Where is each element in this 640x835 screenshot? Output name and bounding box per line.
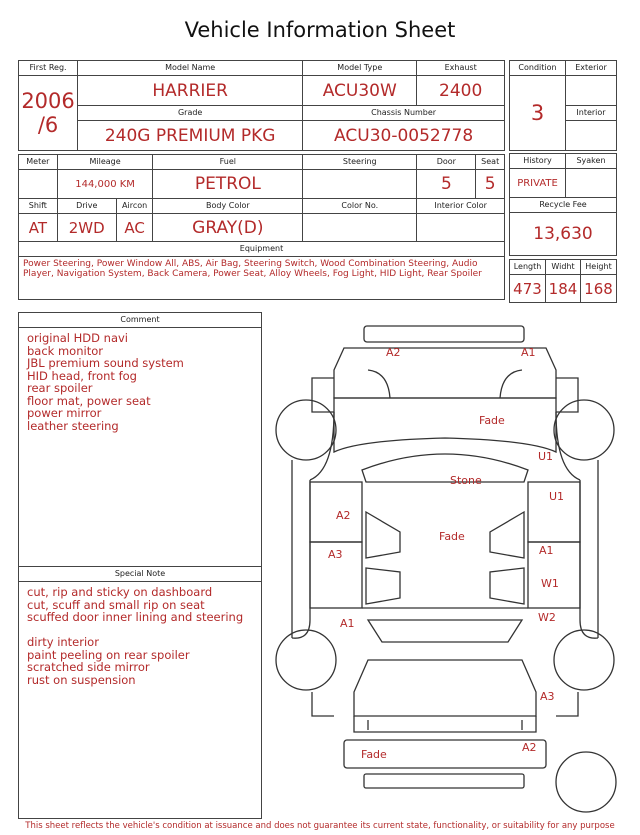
damage-mark-front-right: A1 xyxy=(521,346,536,359)
special-note-label: Special Note xyxy=(19,567,261,582)
model-type-label: Model Type xyxy=(303,61,417,76)
front-right-wheel xyxy=(554,400,614,460)
seat-value: 5 xyxy=(476,170,505,199)
recycle-fee-label: Recycle Fee xyxy=(510,198,617,213)
steering-label: Steering xyxy=(303,155,417,170)
history-value: PRIVATE xyxy=(510,169,566,198)
door-label: Door xyxy=(417,155,476,170)
door-value: 5 xyxy=(417,170,476,199)
body-color-label: Body Color xyxy=(153,199,303,214)
damage-mark-right-rear-door-lower: W1 xyxy=(541,577,559,590)
aircon-value: AC xyxy=(116,214,153,242)
special-note-item: cut, rip and sticky on dashboard xyxy=(27,585,213,599)
meter-value xyxy=(19,170,58,199)
comment-item: power mirror xyxy=(27,406,102,420)
height-value: 168 xyxy=(581,275,617,303)
condition-label: Condition xyxy=(510,61,566,76)
special-note-item: paint peeling on rear spoiler xyxy=(27,647,190,662)
damage-mark-roof-front: Stone xyxy=(450,474,482,487)
damage-mark-rear-bumper: Fade xyxy=(361,748,387,761)
special-note-item: scratched side mirror xyxy=(27,660,150,674)
interior-label: Interior xyxy=(566,106,617,121)
history-table xyxy=(509,153,617,256)
aircon-label: Aircon xyxy=(116,199,153,214)
windshield-shape xyxy=(362,454,528,482)
special-note-box xyxy=(18,566,262,819)
first-reg-month: /6 xyxy=(37,113,59,137)
comment-item: JBL premium sound system xyxy=(27,356,184,370)
vehicle-info-table xyxy=(18,60,505,300)
car-damage-diagram xyxy=(270,320,620,835)
model-name-label: Model Name xyxy=(78,61,303,76)
body-color-value: GRAY(D) xyxy=(153,214,303,242)
interior-color-label: Interior Color xyxy=(417,199,505,214)
damage-mark-right-fender: U1 xyxy=(538,450,554,463)
model-type-value: ACU30W xyxy=(303,76,417,106)
special-note-item: rust on suspension xyxy=(27,672,136,687)
damage-mark-front-left: A2 xyxy=(386,346,401,359)
shift-value: AT xyxy=(19,214,58,242)
damage-mark-right-front-door: U1 xyxy=(549,490,565,503)
mileage-value: 144,000 KM xyxy=(57,170,153,199)
shift-label: Shift xyxy=(19,199,58,214)
fuel-label: Fuel xyxy=(153,155,303,170)
color-no-value xyxy=(303,214,417,242)
special-note-list xyxy=(19,582,261,686)
comment-item: back monitor xyxy=(27,343,103,358)
grade-label: Grade xyxy=(78,106,303,121)
damage-mark-left-rear-door: A3 xyxy=(328,548,343,561)
rear-right-wheel xyxy=(554,630,614,690)
history-label: History xyxy=(510,154,566,169)
dimensions-table xyxy=(509,259,617,303)
exhaust-value: 2400 xyxy=(417,76,505,106)
damage-mark-right-quarter: W2 xyxy=(538,611,556,624)
exterior-label: Exterior xyxy=(566,61,617,76)
drive-value: 2WD xyxy=(57,214,116,242)
first-reg-label: First Reg. xyxy=(19,61,78,76)
exhaust-label: Exhaust xyxy=(417,61,505,76)
fuel-value: PETROL xyxy=(153,170,303,199)
length-value: 473 xyxy=(510,275,546,303)
equipment-value: Power Steering, Power Window All, ABS, Air Bag, Steering Switch, Wood Combination Steering, Audio Player, Navigation System, Back Camera, Power Seat, Alloy Wheels, Fog Light, HID Light, Rear Spoiler xyxy=(19,257,505,300)
steering-value xyxy=(303,170,417,199)
seat-label: Seat xyxy=(476,155,505,170)
disclaimer-footer: This sheet reflects the vehicle's condition at issuance and does not guarantee its current state, functionality, or suitability for any purpose xyxy=(25,821,615,831)
comment-item: leather steering xyxy=(27,418,119,433)
condition-value: 3 xyxy=(510,76,566,151)
damage-mark-roof: Fade xyxy=(439,530,465,543)
color-no-label: Color No. xyxy=(303,199,417,214)
comment-item: rear spoiler xyxy=(27,381,93,395)
syaken-value xyxy=(566,169,617,198)
damage-mark-right-rear-door: A1 xyxy=(539,544,554,557)
chassis-value: ACU30-0052778 xyxy=(303,121,505,151)
condition-table xyxy=(509,60,617,151)
first-reg-value xyxy=(19,76,78,151)
trunk-shape xyxy=(354,660,536,716)
exterior-value xyxy=(566,76,617,106)
width-label: Widht xyxy=(546,260,581,275)
page-title: Vehicle Information Sheet xyxy=(184,18,456,42)
model-name-value: HARRIER xyxy=(78,76,303,106)
comment-label: Comment xyxy=(19,313,261,328)
rear-left-wheel xyxy=(276,630,336,690)
equipment-label: Equipment xyxy=(19,242,505,257)
damage-mark-hood: Fade xyxy=(479,414,505,427)
spare-wheel xyxy=(556,752,616,812)
damage-mark-right-rear-fender: A3 xyxy=(540,690,555,703)
damage-mark-left-front-door: A2 xyxy=(336,509,351,522)
chassis-label: Chassis Number xyxy=(303,106,505,121)
syaken-label: Syaken xyxy=(566,154,617,169)
height-label: Height xyxy=(581,260,617,275)
mileage-label: Mileage xyxy=(57,155,153,170)
comment-item: HID head, front fog xyxy=(27,368,137,383)
damage-mark-left-quarter: A1 xyxy=(340,617,355,630)
comment-item: floor mat, power seat xyxy=(27,393,151,408)
recycle-fee-value: 13,630 xyxy=(510,213,617,256)
first-reg-year: 2006 xyxy=(21,89,75,113)
rear-window-shape xyxy=(368,620,522,642)
width-value: 184 xyxy=(546,275,581,303)
comment-item: original HDD navi xyxy=(27,331,128,345)
drive-label: Drive xyxy=(57,199,116,214)
front-left-wheel xyxy=(276,400,336,460)
length-label: Length xyxy=(510,260,546,275)
grade-value: 240G PREMIUM PKG xyxy=(78,121,303,151)
interior-color-value xyxy=(417,214,505,242)
meter-label: Meter xyxy=(19,155,58,170)
comment-list xyxy=(19,328,261,432)
interior-value xyxy=(566,121,617,151)
front-bumper-shape xyxy=(364,326,524,342)
special-note-item: cut, scuff and small rip on seat xyxy=(27,597,205,612)
comment-box xyxy=(18,312,262,567)
special-note-item: scuffed door inner lining and steering xyxy=(27,610,244,624)
special-note-item: dirty interior xyxy=(27,635,99,649)
damage-mark-rear-right: A2 xyxy=(522,741,537,754)
hood-shape xyxy=(334,398,556,452)
